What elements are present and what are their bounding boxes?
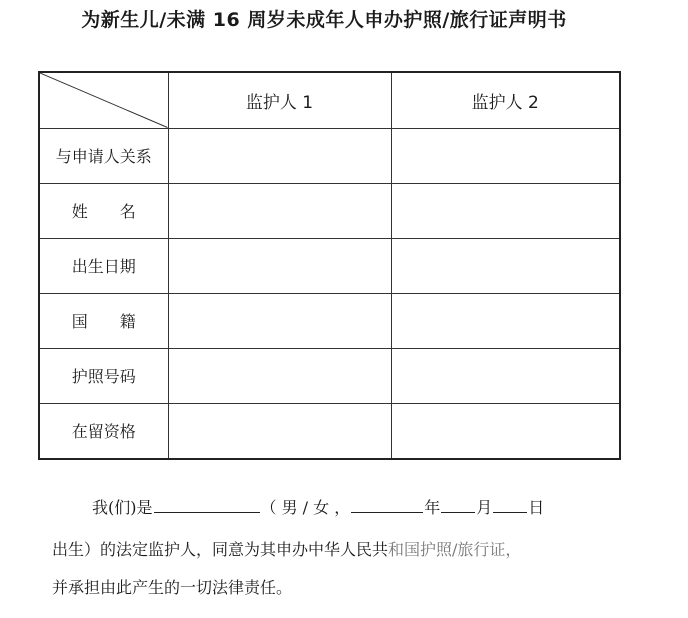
guardian-info-table	[38, 71, 621, 460]
document-title: 为新生儿/未满 16 周岁未成年人申办护照/旅行证声明书	[81, 9, 567, 31]
table-row	[39, 238, 620, 293]
row-label-nationality: 国 籍	[39, 293, 168, 348]
guardian-1-passport-field[interactable]	[168, 348, 391, 403]
diagonal-header-cell	[39, 72, 168, 128]
diagonal-line	[40, 73, 168, 128]
year-label: 年	[424, 498, 441, 517]
table-row	[39, 128, 620, 183]
birth-month-blank[interactable]	[441, 498, 475, 513]
guardian-1-relationship-field[interactable]	[168, 128, 391, 183]
statement-line-3	[52, 575, 612, 598]
guardian-1-residence-field[interactable]	[168, 403, 391, 459]
guardian-2-name-field[interactable]	[391, 183, 620, 238]
guardian-2-nationality-field[interactable]	[391, 293, 620, 348]
guardian-1-header: 监护人 1	[168, 72, 391, 128]
child-name-blank[interactable]	[154, 498, 260, 513]
row-label-birthdate: 出生日期	[39, 238, 168, 293]
birth-year-blank[interactable]	[351, 498, 423, 513]
guardian-1-nationality-field[interactable]	[168, 293, 391, 348]
guardian-2-birthdate-field[interactable]	[391, 238, 620, 293]
guardian-2-header: 监护人 2	[391, 72, 620, 128]
statement-line-1	[92, 495, 652, 518]
table-row	[39, 348, 620, 403]
statement-consent-text: 出生）的法定监护人，同意为其申办中华人民共	[52, 540, 389, 559]
row-label-relationship: 与申请人关系	[39, 128, 168, 183]
statement-liability-text: 并承担由此产生的一切法律责任。	[52, 578, 293, 597]
table-row	[39, 183, 620, 238]
gender-choice-text: （ 男 / 女 ，	[260, 498, 351, 517]
birth-day-blank[interactable]	[493, 498, 527, 513]
table-row	[39, 403, 620, 459]
guardian-2-passport-field[interactable]	[391, 348, 620, 403]
row-label-residence-status: 在留资格	[39, 403, 168, 459]
day-label: 日	[528, 498, 545, 517]
guardian-2-relationship-field[interactable]	[391, 128, 620, 183]
table-row	[39, 293, 620, 348]
guardian-1-birthdate-field[interactable]	[168, 238, 391, 293]
guardian-2-residence-field[interactable]	[391, 403, 620, 459]
table-header-row	[39, 72, 620, 128]
statement-line-2	[52, 537, 612, 560]
guardian-1-name-field[interactable]	[168, 183, 391, 238]
statement-intro: 我(们)是	[92, 498, 153, 517]
month-label: 月	[476, 498, 493, 517]
row-label-name: 姓 名	[39, 183, 168, 238]
row-label-passport-number: 护照号码	[39, 348, 168, 403]
statement-consent-faded-text: 和国护照/旅行证，	[388, 540, 522, 559]
